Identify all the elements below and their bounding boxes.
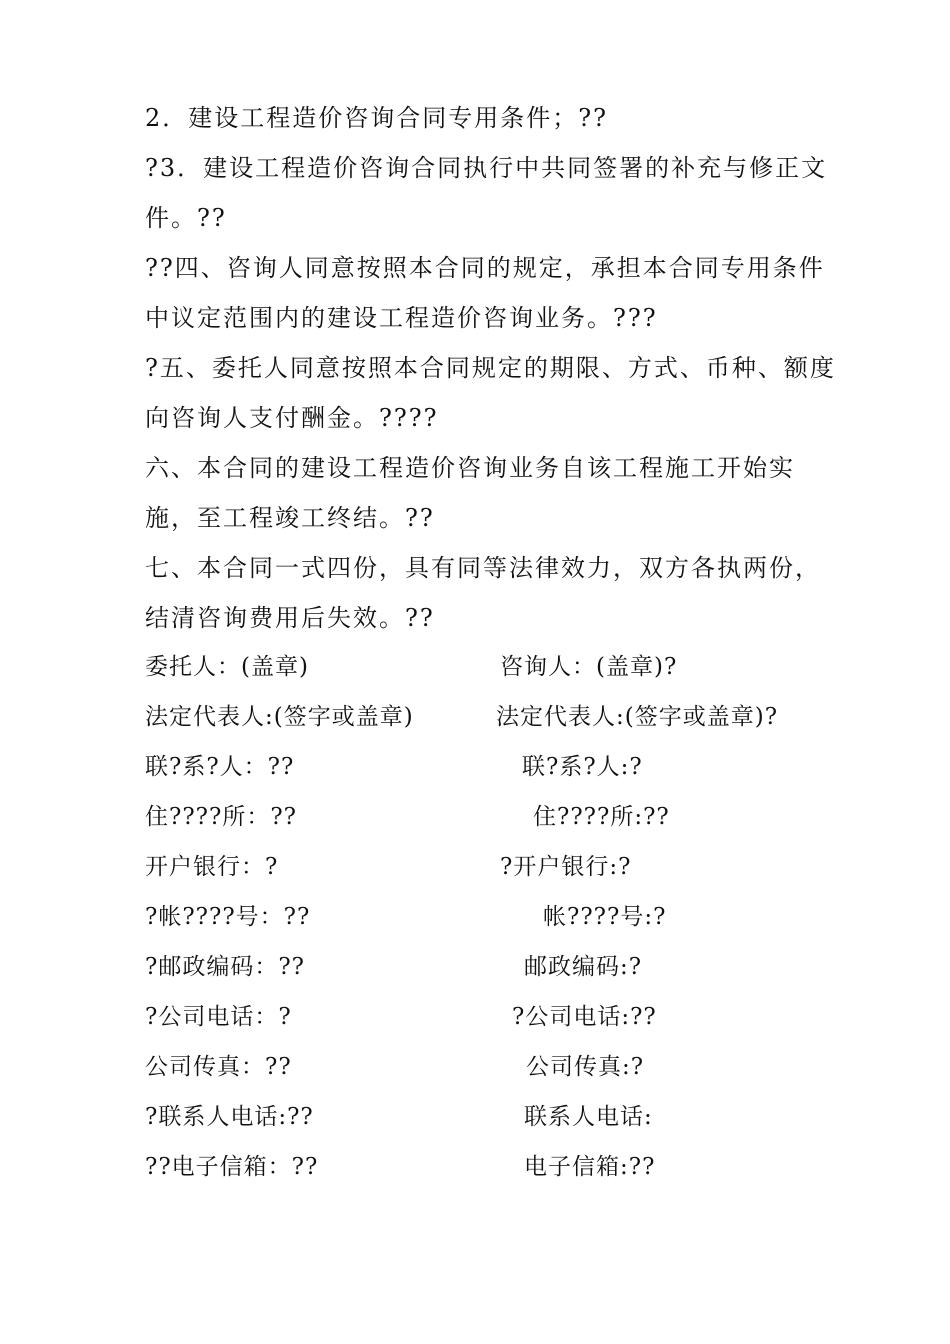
client-legal-rep-label: 法定代表人:(签字或盖章) <box>145 704 414 730</box>
client-address-label: 住????所：?? <box>145 804 297 830</box>
client-fax-label: 公司传真：?? <box>145 1054 292 1080</box>
paragraph-line: 施，至工程竣工终结。?? <box>145 504 435 532</box>
consultant-postcode-label: 邮政编码:? <box>524 954 643 980</box>
paragraph-line: 六、本合同的建设工程造价咨询业务自该工程施工开始实 <box>145 454 795 482</box>
consultant-legal-rep-label: 法定代表人:(签字或盖章)? <box>496 704 779 730</box>
consultant-email-label: 电子信箱:?? <box>524 1154 656 1180</box>
client-phone-label: ?公司电话：? <box>145 1004 292 1030</box>
paragraph-line: 七、本合同一式四份，具有同等法律效力，双方各执两份， <box>145 554 821 582</box>
paragraph-line: ?五、委托人同意按照本合同规定的期限、方式、币种、额度 <box>145 354 836 382</box>
paragraph-line: 向咨询人支付酬金。???? <box>145 404 439 432</box>
paragraph-line: ?3．建设工程造价咨询合同执行中共同签署的补充与修正文 <box>145 154 828 182</box>
paragraph-line: 2．建设工程造价咨询合同专用条件；?? <box>145 104 609 132</box>
consultant-contact-label: 联?系?人:? <box>522 754 643 780</box>
paragraph-line: ??四、咨询人同意按照本合同的规定，承担本合同专用条件 <box>145 254 825 282</box>
consultant-phone-label: ?公司电话:?? <box>512 1004 657 1030</box>
paragraph-line: 中议定范围内的建设工程造价咨询业务。??? <box>145 304 658 332</box>
consultant-bank-label: ?开户银行:? <box>500 854 632 880</box>
client-bank-label: 开户银行：? <box>145 854 279 880</box>
client-seal-label: 委托人：(盖章) <box>145 654 309 680</box>
client-contact-phone-label: ?联系人电话:?? <box>145 1104 314 1130</box>
consultant-fax-label: 公司传真:? <box>526 1054 645 1080</box>
consultant-seal-label: 咨询人：(盖章)? <box>500 654 678 680</box>
client-email-label: ??电子信箱：?? <box>145 1154 319 1180</box>
client-postcode-label: ?邮政编码：?? <box>145 954 305 980</box>
paragraph-line: 件。?? <box>145 204 227 232</box>
client-account-label: ?帐????号：?? <box>145 904 311 930</box>
consultant-contact-phone-label: 联系人电话: <box>524 1104 653 1130</box>
consultant-address-label: 住????所:?? <box>533 804 670 830</box>
paragraph-line: 结清咨询费用后失效。?? <box>145 604 435 632</box>
client-contact-label: 联?系?人：?? <box>145 754 295 780</box>
consultant-account-label: 帐????号:? <box>543 904 667 930</box>
